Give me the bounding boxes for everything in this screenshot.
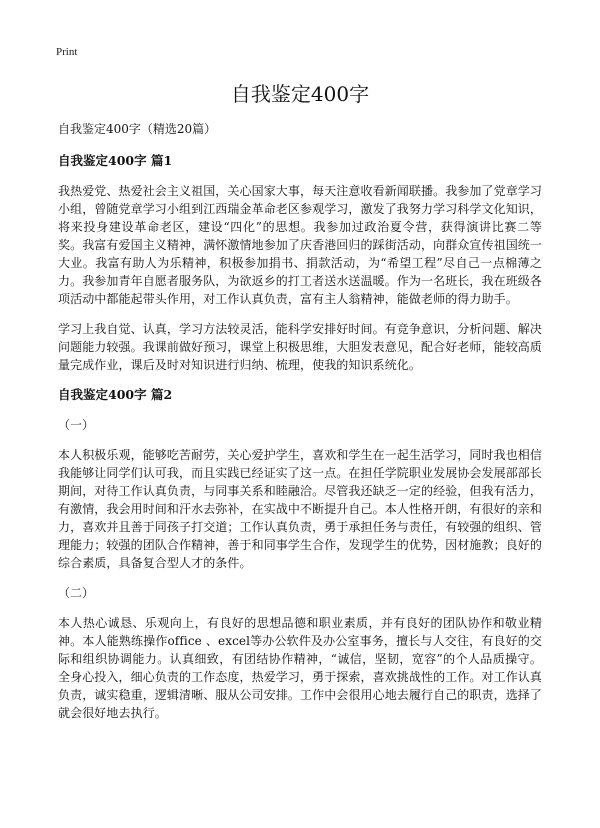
section-1-paragraph-1: 我热爱党、热爱社会主义祖国，关心国家大事，每天注意收看新闻联播。我参加了党章学习小组，曾随党章学习小组到江西瑞金革命老区参观学习，激发了我努力学习科学文化知识，将来投身建设革命老区，建设“四化”的思想。我参加过政治夏令营，获得演讲比赛二等奖。我富有爱国主义精神，满怀激情地参加了庆香港回归的踩街活动，向群众宣传祖国统一大业。我富有助人为乐精神，积极参加捐书、捐款活动，为“希望工程”尽自己一点棉薄之力。我参加青年自愿者服务队，为欲返乡的打工者送水送温暖。作为一名班长，我在班级各项活动中都能起带头作用，对工作认真负责，富有主人翁精神，能做老师的得力助手。 [58, 184, 543, 306]
section-heading-1: 自我鉴定400字 篇1 [58, 153, 173, 168]
section-2-part-2-paragraph: 本人热心诚恳、乐观向上，有良好的思想品德和职业素质，并有良好的团队协作和敬业精神。本人能熟练操作office 、excel等办公软件及办公室事务，擅长与人交往，有良好的交际和组织协调能力。认真细致，有团结协作精神，“诚信，坚韧，宽容”的个人品质操守。全身心投入，细心负责的工作态度，热爱学习，勇于探索，喜欢挑战性的工作。对工作认真负责，诚实稳重，逻辑清晰、服从公司安排。工作中会很用心地去履行自己的职责，选择了就会很好地去执行。 [58, 616, 543, 720]
document-body [58, 120, 542, 734]
section-1-paragraph-2: 学习上我自觉、认真，学习方法较灵活，能科学安排好时间。有竞争意识，分析问题、解决问题能力较强。我课前做好预习，课堂上积极思维，大胆发表意见，配合好老师，能较高质量完成作业，课后及时对知识进行归纳、梳理，使我的知识系统化。 [58, 322, 543, 372]
section-2-part-1-marker: （一） [58, 418, 95, 432]
section-2-part-1-paragraph: 本人积极乐观，能够吃苦耐劳，关心爱护学生，喜欢和学生在一起生活学习，同时我也相信我能够让同学们认可我，而且实践已经证实了这一点。在担任学院职业发展协会发展部部长期间，对待工作认真负责，与同事关系和睦融洽。尽管我还缺乏一定的经验，但我有活力，有激情，我会用时间和汗水去弥补，在实战中不断提升自己。本人性格开朗，有很好的亲和力，喜欢并且善于同孩子打交道；工作认真负责，勇于承担任务与责任，有较强的组织、管理能力；较强的团队合作精神，善于和同事学生合作，发现学生的优势，因材施教；良好的综合素质，具备复合型人才的条件。 [58, 448, 543, 570]
section-heading-2: 自我鉴定400字 篇2 [58, 387, 173, 402]
document-subtitle: 自我鉴定400字（精选20篇） [58, 122, 217, 136]
print-link[interactable]: Print [56, 46, 78, 58]
page-title: 自我鉴定400字 [230, 82, 370, 106]
section-2-part-2-marker: （二） [58, 586, 95, 600]
